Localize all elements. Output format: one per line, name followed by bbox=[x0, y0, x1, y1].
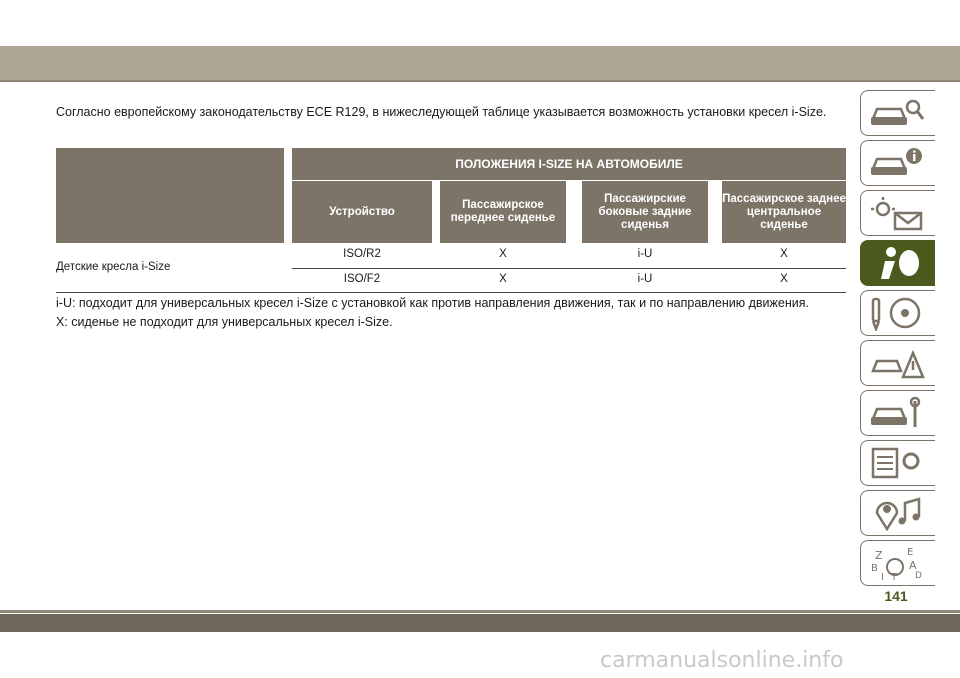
svg-text:A: A bbox=[909, 559, 917, 572]
svg-text:E: E bbox=[907, 547, 914, 558]
cell-front: X bbox=[499, 248, 507, 260]
table-group-header: ПОЛОЖЕНИЯ I-SIZE НА АВТОМОБИЛЕ bbox=[292, 148, 846, 180]
column-header-rear-side: Пассажирские боковые задние сиденья bbox=[582, 181, 708, 243]
side-tab-multimedia[interactable] bbox=[860, 490, 935, 536]
cell-device: ISO/F2 bbox=[343, 273, 381, 285]
intro-text: Согласно европейскому законодательству ECE R129, в нижеследующей таблице указывается возможность установки кресел i-Size. bbox=[56, 105, 827, 119]
car-wrench-icon bbox=[867, 395, 927, 431]
svg-text:D: D bbox=[915, 571, 922, 581]
light-message-icon bbox=[867, 195, 927, 231]
table-bottom-rule bbox=[56, 292, 846, 293]
bottom-band-line bbox=[0, 610, 960, 613]
cell-rear-side: i-U bbox=[637, 248, 653, 260]
column-header-rear-center: Пассажирское заднее центральное сиденье bbox=[722, 181, 846, 243]
svg-text:I: I bbox=[881, 572, 884, 581]
svg-text:B: B bbox=[871, 563, 878, 574]
cell-rear-center: X bbox=[780, 248, 788, 260]
side-tab-specs[interactable] bbox=[860, 440, 935, 486]
watermark: carmanualsonline.info bbox=[600, 648, 844, 673]
cell-rear-side: i-U bbox=[637, 273, 653, 285]
cell-rear-center: X bbox=[780, 273, 788, 285]
airbag-person-icon bbox=[867, 245, 927, 281]
note-x: X: сиденье не подходит для универсальных кресел i-Size. bbox=[56, 315, 393, 329]
side-tab-driving[interactable] bbox=[860, 290, 935, 336]
side-tab-car-search[interactable] bbox=[860, 90, 935, 136]
side-tab-car-info[interactable] bbox=[860, 140, 935, 186]
car-search-icon bbox=[867, 95, 927, 131]
alphabet-index-icon bbox=[867, 545, 927, 581]
side-tab-emergency[interactable] bbox=[860, 340, 935, 386]
document-gear-icon bbox=[867, 445, 927, 481]
svg-text:T: T bbox=[891, 572, 898, 581]
map-pin-music-icon bbox=[867, 495, 927, 531]
row-divider bbox=[292, 268, 846, 269]
steering-wheel-icon bbox=[867, 295, 927, 331]
table-header-empty bbox=[56, 148, 284, 243]
cell-device: ISO/R2 bbox=[343, 248, 381, 260]
row-label: Детские кресла i-Size bbox=[56, 261, 171, 273]
side-tab-lights-messages[interactable] bbox=[860, 190, 935, 236]
column-header-device: Устройство bbox=[292, 181, 432, 243]
cell-front: X bbox=[499, 273, 507, 285]
svg-text:Z: Z bbox=[875, 549, 883, 562]
side-tab-safety[interactable] bbox=[860, 240, 935, 286]
side-tab-service[interactable] bbox=[860, 390, 935, 436]
warning-triangle-icon bbox=[867, 345, 927, 381]
note-i-u: i-U: подходит для универсальных кресел i-Size с установкой как против направления движения, так и по направлению движения. bbox=[56, 296, 809, 310]
side-tab-index[interactable] bbox=[860, 540, 935, 586]
top-band-line bbox=[0, 80, 960, 82]
page-number: 141 bbox=[884, 588, 908, 604]
top-band bbox=[0, 46, 960, 80]
car-info-icon bbox=[867, 145, 927, 181]
column-header-front: Пассажирское переднее сиденье bbox=[440, 181, 566, 243]
bottom-band bbox=[0, 614, 960, 632]
